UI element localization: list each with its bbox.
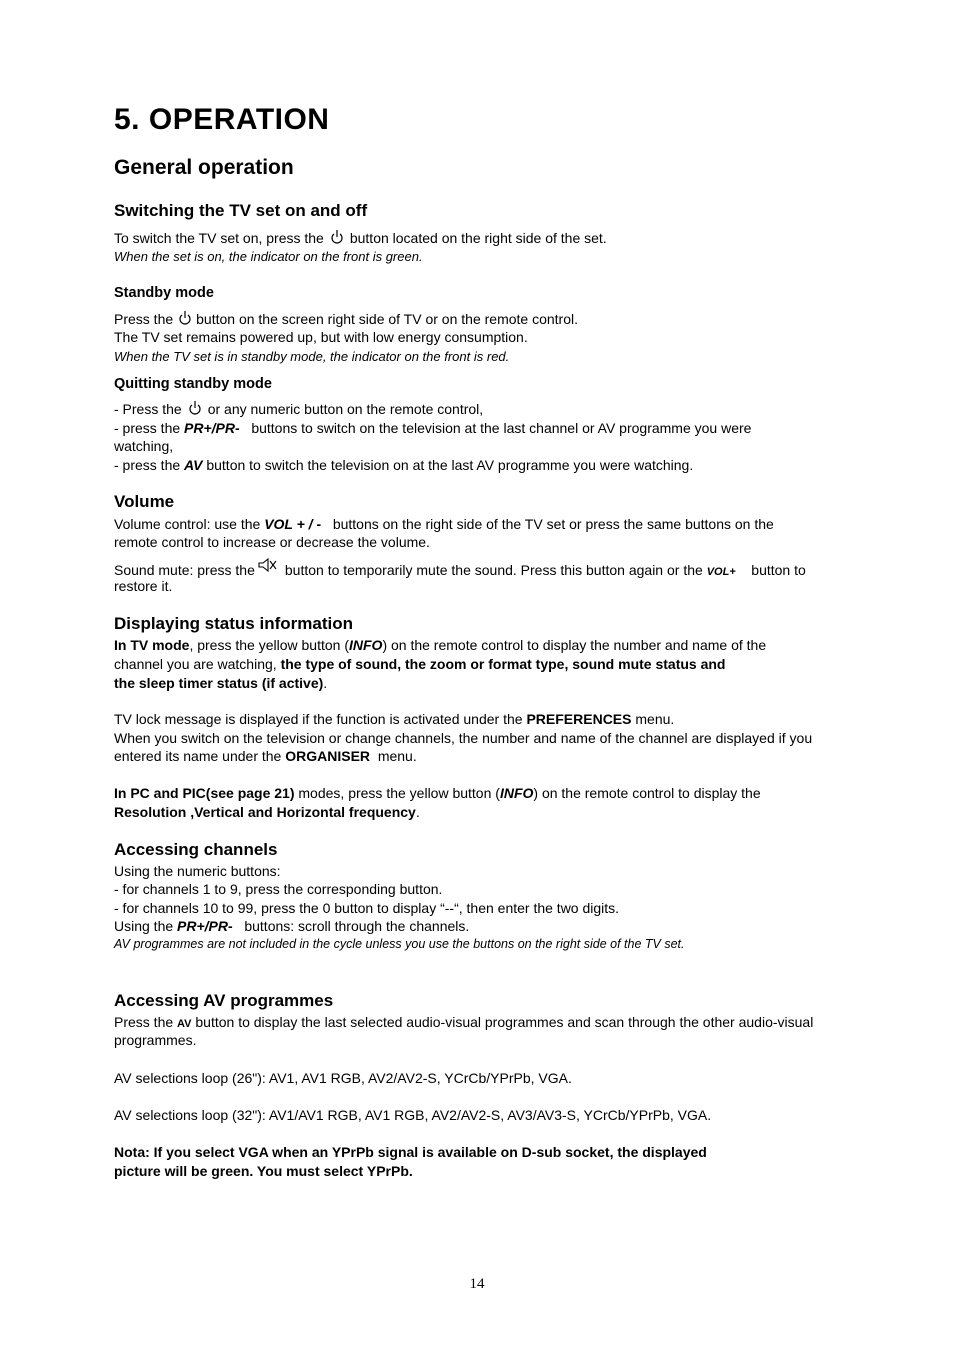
status-line-3: the sleep timer status (if active). xyxy=(114,675,328,691)
standby-line-1: Press the button on the screen right side of TV or on the remote control. xyxy=(114,310,578,331)
switching-note: When the set is on, the indicator on the front is green. xyxy=(114,249,423,264)
page-title: 5. OPERATION xyxy=(114,103,330,136)
page-number: 14 xyxy=(469,1276,485,1292)
standby-note: When the TV set is in standby mode, the indicator on the front is red. xyxy=(114,349,510,364)
status-line-2: channel you are watching, the type of sound, the zoom or format type, sound mute status and xyxy=(114,656,726,672)
heading-volume: Volume xyxy=(114,492,175,511)
status-line-5: When you switch on the television or change channels, the number and name of the channel are displayed if you xyxy=(114,730,813,746)
status-line-1: In TV mode, press the yellow button (INFO) on the remote control to display the number and name of the xyxy=(114,637,767,653)
power-icon xyxy=(188,400,202,421)
status-line-6: entered its name under the ORGANISER menu. xyxy=(114,748,417,764)
heading-accessing-av: Accessing AV programmes xyxy=(114,991,334,1010)
heading-accessing-channels: Accessing channels xyxy=(114,840,278,859)
volume-line-2: remote control to increase or decrease the volume. xyxy=(114,534,430,550)
channels-line-3: - for channels 10 to 99, press the 0 button to display “--“, then enter the two digits. xyxy=(114,900,620,916)
quitting-line-4: - press the AV button to switch the television on at the last AV programme you were watching. xyxy=(114,457,694,473)
channels-line-2: - for channels 1 to 9, press the corresponding button. xyxy=(114,881,443,897)
standby-line-2: The TV set remains powered up, but with low energy consumption. xyxy=(114,329,528,345)
status-line-4: TV lock message is displayed if the function is activated under the PREFERENCES menu. xyxy=(114,711,675,727)
status-line-8: Resolution ,Vertical and Horizontal frequency. xyxy=(114,804,420,820)
channels-line-4: Using the PR+/PR- buttons: scroll through the channels. xyxy=(114,918,470,934)
nota-line-1: Nota: If you select VGA when an YPrPb signal is available on D-sub socket, the displayed xyxy=(114,1144,707,1160)
power-icon xyxy=(330,229,344,250)
heading-quitting-standby: Quitting standby mode xyxy=(114,376,272,392)
quitting-line-2: - press the PR+/PR- buttons to switch on the television at the last channel or AV programme you were xyxy=(114,420,752,436)
heading-switching: Switching the TV set on and off xyxy=(114,201,368,220)
channels-line-1: Using the numeric buttons: xyxy=(114,863,281,879)
section-heading-general: General operation xyxy=(114,156,294,179)
nota-line-2: picture will be green. You must select YPrPb. xyxy=(114,1163,413,1179)
switching-line-1: To switch the TV set on, press the button located on the right side of the set. xyxy=(114,229,607,250)
status-line-7: In PC and PIC(see page 21) modes, press the yellow button (INFO) on the remote control to display the xyxy=(114,785,761,801)
av-line-2: programmes. xyxy=(114,1032,197,1048)
av-line-1: Press the AV button to display the last selected audio-visual programmes and scan through the other audio-visual xyxy=(114,1014,814,1030)
channels-note: AV programmes are not included in the cycle unless you use the buttons on the right side of the TV set. xyxy=(114,937,685,951)
heading-status-info: Displaying status information xyxy=(114,614,353,633)
volume-line-3: Sound mute: press the button to temporarily mute the sound. Press this button again or the VOL+ button to xyxy=(114,558,806,582)
volume-line-4: restore it. xyxy=(114,578,173,594)
av-loop-26: AV selections loop (26"): AV1, AV1 RGB, AV2/AV2-S, YCrCb/YPrPb, VGA. xyxy=(114,1070,572,1086)
av-loop-32: AV selections loop (32"): AV1/AV1 RGB, AV1 RGB, AV2/AV2-S, AV3/AV3-S, YCrCb/YPrPb, VGA. xyxy=(114,1107,712,1123)
heading-standby: Standby mode xyxy=(114,285,214,301)
quitting-line-3: watching, xyxy=(114,438,174,454)
volume-line-1: Volume control: use the VOL + / - buttons on the right side of the TV set or press the same buttons on the xyxy=(114,516,774,532)
mute-icon xyxy=(257,558,277,577)
quitting-line-1: - Press the or any numeric button on the remote control, xyxy=(114,400,483,421)
